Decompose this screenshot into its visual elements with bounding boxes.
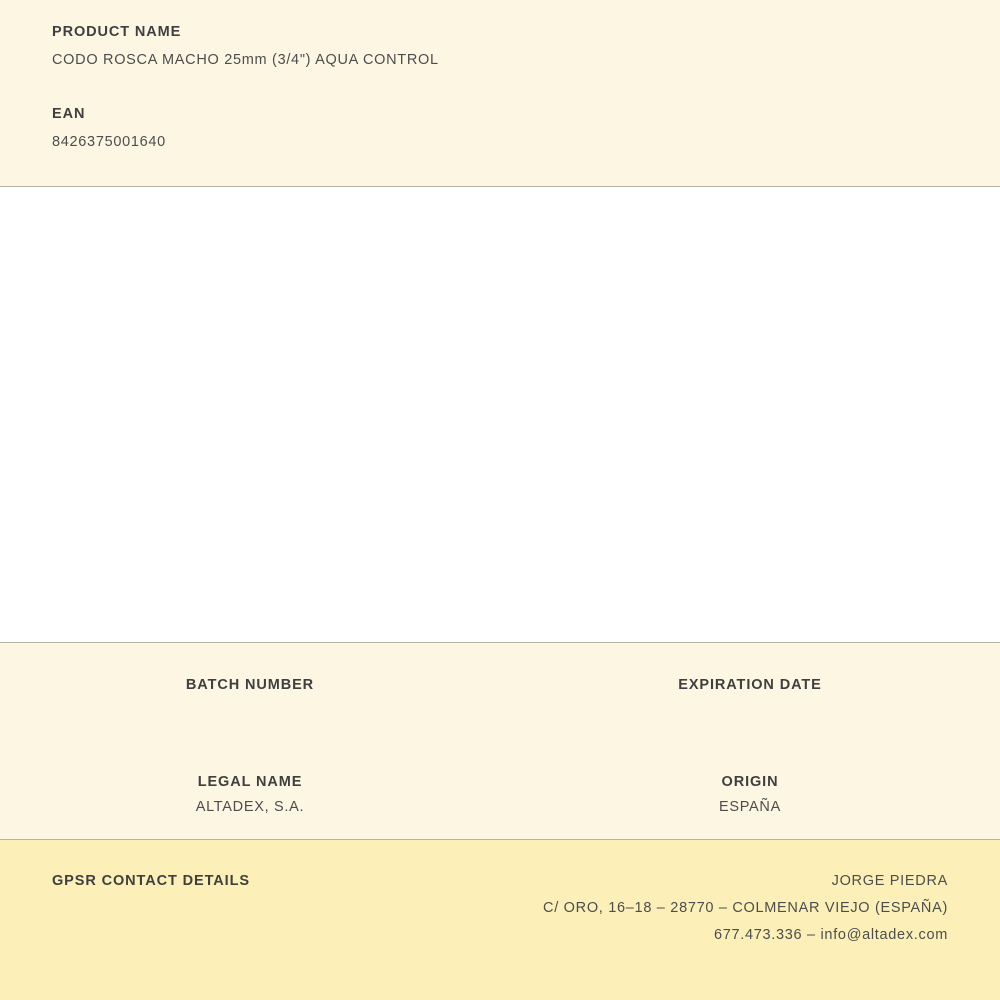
legal-name-label: LEGAL NAME xyxy=(197,774,303,790)
blank-image-area xyxy=(0,187,1000,643)
gpsr-contact-details-label: GPSR CONTACT DETAILS xyxy=(52,873,250,889)
product-name-label: PRODUCT NAME xyxy=(52,24,182,40)
product-info-section xyxy=(0,0,1000,187)
origin-cell xyxy=(500,774,1000,815)
batch-number-label: BATCH NUMBER xyxy=(185,677,315,693)
expiration-date-value xyxy=(500,702,1000,718)
gpsr-contact-name: JORGE PIEDRA xyxy=(831,873,948,889)
ean-value: 8426375001640 xyxy=(52,134,166,150)
ean-label: EAN xyxy=(52,106,86,122)
batch-details-section xyxy=(0,643,1000,840)
legal-row xyxy=(0,718,1000,815)
origin-label: ORIGIN xyxy=(721,774,779,790)
gpsr-contact-address: C/ ORO, 16–18 – 28770 – COLMENAR VIEJO (ESPAÑA) xyxy=(543,900,948,916)
expiration-date-cell xyxy=(500,677,1000,718)
product-name-value: CODO ROSCA MACHO 25mm (3/4") AQUA CONTROL xyxy=(52,52,439,68)
expiration-date-label: EXPIRATION DATE xyxy=(678,677,822,693)
legal-name-value: ALTADEX, S.A. xyxy=(195,799,305,815)
gpsr-footer-section xyxy=(0,840,1000,1000)
batch-row xyxy=(0,643,1000,718)
gpsr-contact-phone-email: 677.473.336 – info@altadex.com xyxy=(713,927,948,943)
gpsr-contact-block xyxy=(543,873,948,943)
origin-value: ESPAÑA xyxy=(719,799,781,815)
section-spacer xyxy=(52,68,948,106)
batch-number-value xyxy=(0,702,500,718)
legal-name-cell xyxy=(0,774,500,815)
batch-number-cell xyxy=(0,677,500,718)
